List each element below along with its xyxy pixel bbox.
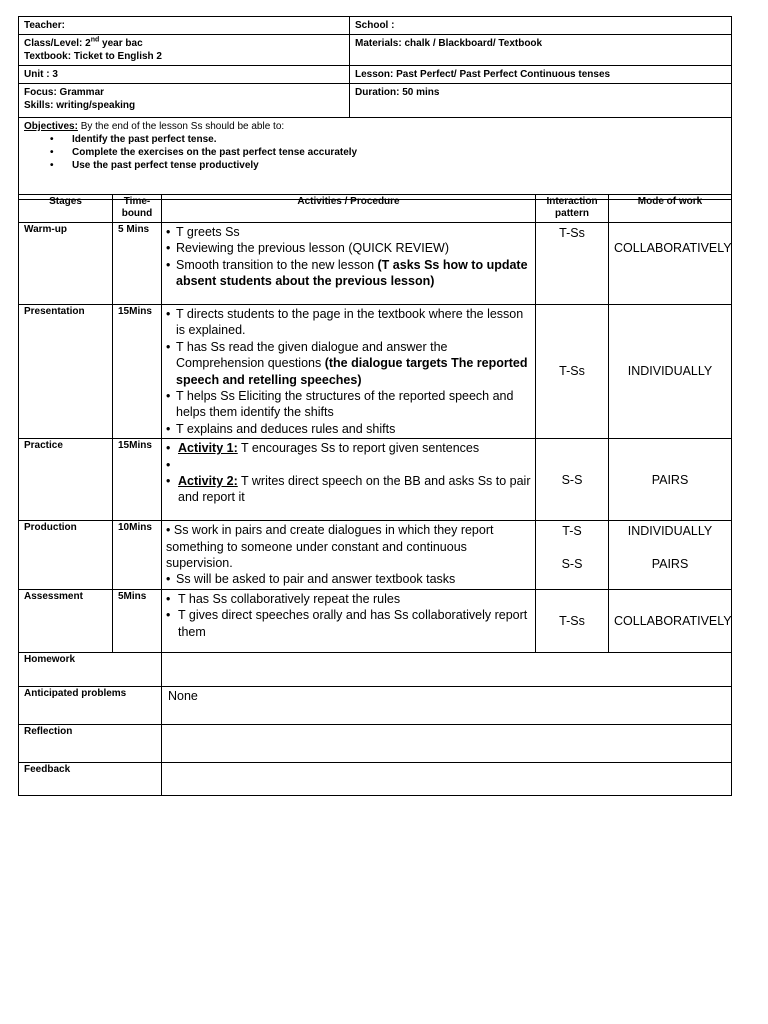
focus-skills-cell — [19, 84, 350, 118]
lesson-info-table — [18, 16, 732, 200]
mode-of-work: INDIVIDUALLY — [609, 305, 732, 439]
interaction-pattern: S-S — [536, 439, 609, 521]
mode-of-work: COLLABORATIVELY — [609, 589, 732, 652]
stage-time: 15Mins — [113, 439, 162, 521]
activity-item: • Activity 1: T encourages Ss to report given sentences — [166, 440, 531, 456]
objectives-list — [24, 133, 726, 172]
class-textbook-cell — [19, 35, 350, 66]
anticipated-row — [19, 686, 732, 724]
skills: Skills: writing/speaking — [24, 100, 136, 111]
stage-row-production — [19, 521, 732, 590]
stage-activities — [162, 439, 536, 521]
interaction-pattern: T-Ss — [536, 223, 609, 305]
stage-name: Assessment — [19, 589, 113, 652]
materials: Materials: chalk / Blackboard/ Textbook — [355, 38, 543, 49]
feedback-value — [162, 762, 732, 795]
feedback-row — [19, 762, 732, 795]
objective-item: • Use the past perfect tense productively — [24, 159, 726, 172]
stage-activities — [162, 589, 536, 652]
reflection-row — [19, 724, 732, 762]
activity-item: • T has Ss read the given dialogue and answer the Comprehension questions (the dialogue targets The reported speech and retelling speeches) — [166, 339, 531, 388]
stage-activities — [162, 305, 536, 439]
interaction-pattern: T-S S-S — [536, 521, 609, 590]
lesson-plan-table — [18, 194, 732, 796]
stage-row-assessment — [19, 589, 732, 652]
stage-time: 10Mins — [113, 521, 162, 590]
objective-item: • Complete the exercises on the past perfect tense accurately — [24, 146, 726, 159]
activity-item: • T directs students to the page in the textbook where the lesson is explained. — [166, 306, 531, 339]
activity-item: • T explains and deduces rules and shifts — [166, 421, 531, 437]
class-level: Class/Level: 2nd year bac — [24, 36, 143, 49]
stage-row-presentation — [19, 305, 732, 439]
stage-activities — [162, 521, 536, 590]
teacher-cell — [19, 17, 350, 35]
stage-time: 15Mins — [113, 305, 162, 439]
reflection-value — [162, 724, 732, 762]
unit: Unit : 3 — [24, 69, 58, 80]
objectives-intro: Objectives: By the end of the lesson Ss should be able to: — [24, 121, 285, 132]
activity-item: • Reviewing the previous lesson (QUICK REVIEW) — [166, 240, 531, 256]
teacher-label: Teacher: — [24, 20, 65, 31]
activity-item: • Ss will be asked to pair and answer textbook tasks — [166, 571, 531, 587]
activity-item: • T has Ss collaboratively repeat the rules — [166, 591, 531, 607]
interaction-pattern: T-Ss — [536, 589, 609, 652]
interaction-pattern: T-Ss — [536, 305, 609, 439]
duration-cell — [350, 84, 732, 118]
duration: Duration: 50 mins — [355, 87, 440, 98]
header-mode: Mode of work — [609, 195, 732, 223]
header-interaction: Interaction pattern — [536, 195, 609, 223]
stage-row-practice — [19, 439, 732, 521]
activity-item: • T greets Ss — [166, 224, 531, 240]
mode-of-work: COLLABORATIVELY — [609, 223, 732, 305]
stage-row-warmup — [19, 223, 732, 305]
homework-row — [19, 652, 732, 686]
school-cell — [350, 17, 732, 35]
stage-name: Warm-up — [19, 223, 113, 305]
stage-activities — [162, 223, 536, 305]
mode-of-work: PAIRS — [609, 439, 732, 521]
stage-name: Practice — [19, 439, 113, 521]
activity-item: • T helps Ss Eliciting the structures of the reported speech and helps them identify the shifts — [166, 388, 531, 421]
lesson-cell — [350, 66, 732, 84]
feedback-label: Feedback — [19, 762, 162, 795]
header-activities: Activities / Procedure — [162, 195, 536, 223]
homework-label: Homework — [19, 652, 162, 686]
activity-item: • Activity 2: T writes direct speech on the BB and asks Ss to pair and report it — [166, 473, 531, 506]
school-label: School : — [355, 20, 395, 31]
objective-item: • Identify the past perfect tense. — [24, 133, 726, 146]
mode-of-work: INDIVIDUALLY PAIRS — [609, 521, 732, 590]
anticipated-value: None — [162, 686, 732, 724]
activity-item: • Smooth transition to the new lesson (T asks Ss how to update absent students about the previous lesson) — [166, 257, 531, 290]
homework-value — [162, 652, 732, 686]
focus: Focus: Grammar — [24, 87, 105, 98]
materials-cell — [350, 35, 732, 66]
activity-item: • T gives direct speeches orally and has Ss collaboratively report them — [166, 607, 531, 640]
stage-time: 5 Mins — [113, 223, 162, 305]
activity-item: • Ss work in pairs and create dialogues in which they report something to someone under constant and continuous supervision. — [166, 523, 494, 571]
header-time: Time-bound — [113, 195, 162, 223]
header-stages: Stages — [19, 195, 113, 223]
objectives-cell — [19, 118, 732, 200]
stage-name: Production — [19, 521, 113, 590]
lesson: Lesson: Past Perfect/ Past Perfect Continuous tenses — [355, 69, 611, 80]
stage-name: Presentation — [19, 305, 113, 439]
textbook: Textbook: Ticket to English 2 — [24, 51, 162, 62]
reflection-label: Reflection — [19, 724, 162, 762]
spacer — [166, 457, 531, 473]
stage-time: 5Mins — [113, 589, 162, 652]
anticipated-label: Anticipated problems — [19, 686, 162, 724]
unit-cell — [19, 66, 350, 84]
